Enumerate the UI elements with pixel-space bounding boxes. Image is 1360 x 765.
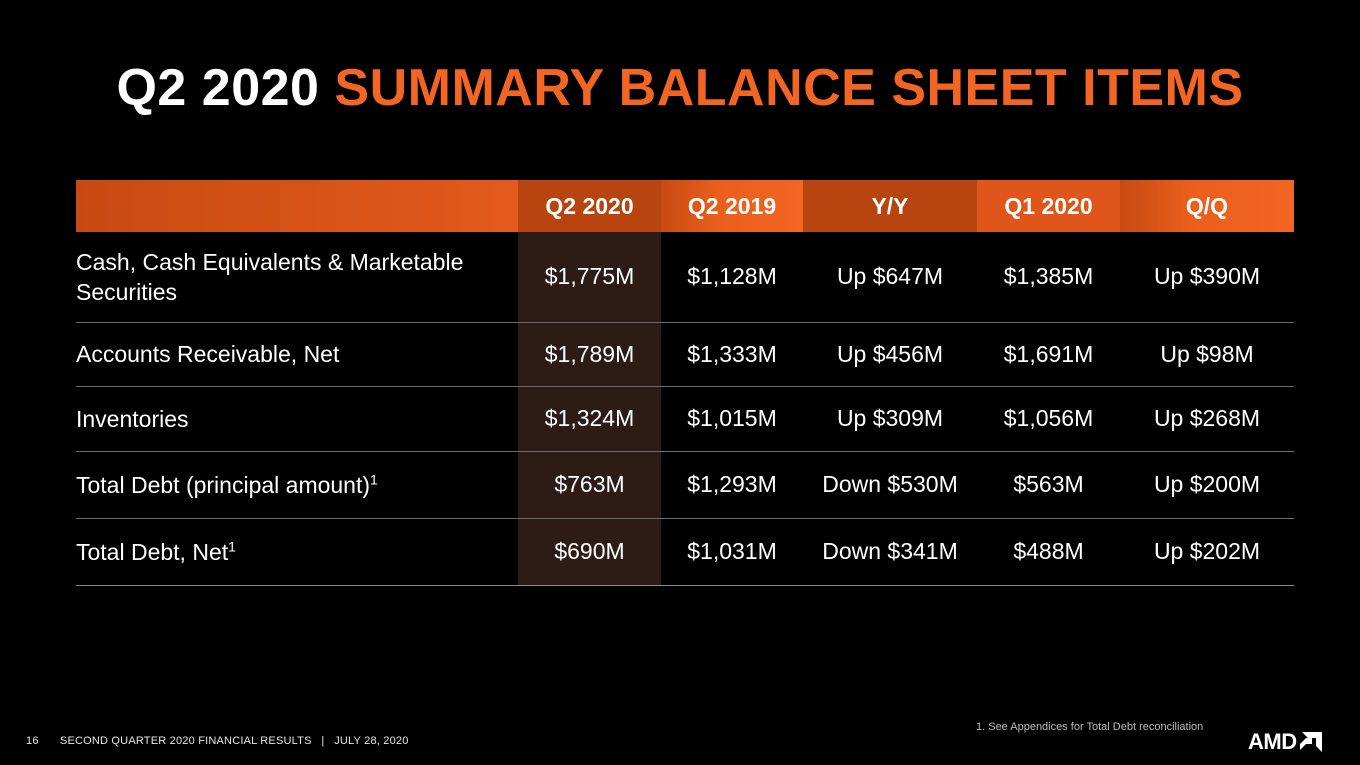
header-cell: Q/Q bbox=[1120, 180, 1294, 232]
table-row bbox=[76, 386, 1294, 451]
footer-text: SECOND QUARTER 2020 FINANCIAL RESULTS | JULY 28, 2020 bbox=[59, 735, 409, 747]
logo-text: AMD bbox=[1248, 729, 1297, 754]
footnote: 1. See Appendices for Total Debt reconciliation bbox=[976, 721, 1204, 733]
table-cell: $1,775M bbox=[518, 232, 661, 322]
header-cell: Q1 2020 bbox=[977, 180, 1120, 232]
amd-arrow-icon bbox=[1300, 732, 1322, 752]
table-cell: Down $530M bbox=[803, 451, 977, 518]
header-cell: Q2 2019 bbox=[661, 180, 803, 232]
table-cell: $1,385M bbox=[977, 232, 1120, 322]
table-cell: $690M bbox=[518, 518, 661, 585]
table-cell: Up $456M bbox=[803, 322, 977, 386]
table-cell: Up $647M bbox=[803, 232, 977, 322]
table-row bbox=[76, 451, 1294, 518]
table-cell: $1,293M bbox=[661, 451, 803, 518]
row-label: Cash, Cash Equivalents & Marketable Securities bbox=[76, 232, 518, 322]
header-cell: Q2 2020 bbox=[518, 180, 661, 232]
balance-sheet-table bbox=[76, 180, 1294, 586]
table-cell: $488M bbox=[977, 518, 1120, 585]
row-label: Total Debt, Net$^1$ bbox=[76, 518, 518, 585]
footnote-marker: 1 bbox=[370, 470, 378, 487]
table-cell: $1,031M bbox=[661, 518, 803, 585]
table-cell: Up $98M bbox=[1120, 322, 1294, 386]
table-cell: $1,324M bbox=[518, 386, 661, 451]
title-accent: SUMMARY BALANCE SHEET ITEMS bbox=[334, 59, 1244, 117]
amd-logo bbox=[1248, 729, 1322, 755]
footnote-marker: 1 bbox=[228, 537, 236, 554]
title-prefix: Q2 2020 bbox=[116, 59, 320, 117]
footer bbox=[26, 735, 409, 747]
table-cell: $1,789M bbox=[518, 322, 661, 386]
table-cell: Up $390M bbox=[1120, 232, 1294, 322]
page-number: 16 bbox=[26, 735, 39, 747]
table-cell: $1,015M bbox=[661, 386, 803, 451]
row-label: Accounts Receivable, Net bbox=[76, 322, 518, 386]
table-cell: $1,691M bbox=[977, 322, 1120, 386]
page-title bbox=[0, 58, 1360, 118]
table-cell: Down $341M bbox=[803, 518, 977, 585]
table-cell: Up $309M bbox=[803, 386, 977, 451]
table-cell: $1,333M bbox=[661, 322, 803, 386]
table-row bbox=[76, 518, 1294, 585]
row-label: Inventories bbox=[76, 386, 518, 451]
table-cell: Up $202M bbox=[1120, 518, 1294, 585]
table-cell: $1,128M bbox=[661, 232, 803, 322]
table-cell: $763M bbox=[518, 451, 661, 518]
header-cell bbox=[76, 180, 518, 232]
header-cell: Y/Y bbox=[803, 180, 977, 232]
table-cell: Up $200M bbox=[1120, 451, 1294, 518]
table-cell: Up $268M bbox=[1120, 386, 1294, 451]
row-label: Total Debt (principal amount)$^1$ bbox=[76, 451, 518, 518]
table-cell: $1,056M bbox=[977, 386, 1120, 451]
table-header-row bbox=[76, 180, 1294, 232]
table-row bbox=[76, 322, 1294, 386]
table-row bbox=[76, 232, 1294, 322]
table-cell: $563M bbox=[977, 451, 1120, 518]
